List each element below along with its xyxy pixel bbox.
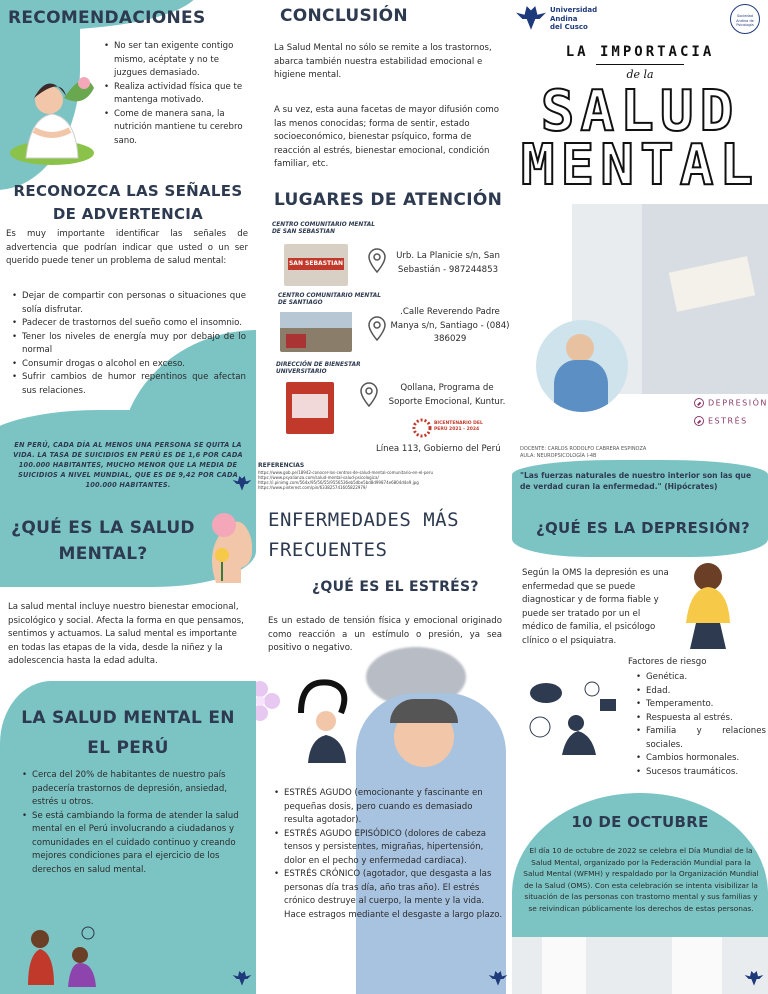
- reference-link[interactable]: https://www.pinterest.com/pin/633825741605822979/: [258, 485, 367, 490]
- warning-signs-list: [10, 290, 246, 398]
- references-list: [258, 470, 510, 490]
- uac-condor-logo-icon: [516, 6, 546, 32]
- list-item: • Come de manera sana, la nutrición mantiene tu cerebro sano.: [102, 108, 252, 149]
- tag-label: ESTRÉS: [708, 416, 748, 426]
- therapy-session-illustration: [18, 925, 108, 989]
- depression-text: Según la OMS la depresión es una enfermedad que se puede diagnosticar y de forma fiable y puede ser tratado por un el médico de familia, el psicólogo clínico o el psiquiatra.: [522, 568, 669, 646]
- peru-title: LA SALUD MENTAL EN EL PERÚ: [21, 708, 235, 758]
- october-text: El día 10 de octubre de 2022 se celebra el Día Mundial de la Salud Mental, organizado por la Federación Mundial para la Salud Mental (WFMH) y respaldado por la Organización Mundial de la Salud (OMS). Con esta celebración se intenta visibilizar la situación de las personas con trastorno mental y sus familias y se reivindican públicamente los derechos de estas personas.: [523, 846, 759, 913]
- list-item: • Cerca del 20% de habitantes de nuestro país padecería trastornos de depresión, ansiedad, estrés u otros.: [20, 769, 246, 810]
- suicide-fact: EN PERÚ, CADA DÍA AL MENOS UNA PERSONA SE QUITA LA VIDA. LA TASA DE SUICIDIOS EN PERÚ ES DE 1,6 POR CADA 100.000 HABITANTES, MUCHO MENOR QUE LA MEDIA DE SUICIDIOS A NIVEL MUNDIAL, QUE ES DE 9,42 POR CADA 100.000 HABITANTES.: [13, 441, 243, 489]
- uac-condor-icon: [232, 476, 252, 492]
- list-item: • Genética.: [634, 671, 766, 685]
- cover-title-mental: MENTAL: [520, 133, 760, 198]
- place-address: Qollana, Programa de Soporte Emocional, Kuntur.: [388, 383, 506, 407]
- san-sebastian-photo: [284, 244, 348, 286]
- reference-link[interactable]: https://www.gob.pe/18942-conocer-los-centros-de-salud-mental-comunitario-en-el-peru: [258, 470, 434, 475]
- depression-title: ¿QUÉ ES LA DEPRESIÓN?: [536, 519, 750, 537]
- cover-title-salud: SALUD: [540, 79, 740, 144]
- flower-icon: [256, 679, 282, 723]
- list-item: • Temperamento.: [634, 698, 766, 712]
- tag-stress: [694, 416, 748, 426]
- tag-label: DEPRESIÓN: [708, 398, 768, 408]
- stress-types-list: [272, 787, 504, 922]
- stress-text: Es un estado de tensión física y emocional originado como reacción a un estímulo o presión, ya sea positivo o negativo.: [268, 616, 502, 653]
- list-item: • Realiza actividad física que te mantenga motivado.: [102, 81, 252, 108]
- place-name: CENTRO COMUNITARIO MENTAL DE SAN SEBASTIAN: [272, 222, 375, 235]
- diseases-title: ENFERMEDADES MÁS FRECUENTES: [268, 509, 460, 561]
- risk-factors-title: Factores de riesgo: [628, 657, 707, 667]
- places-title: LUGARES DE ATENCIÓN: [274, 190, 503, 210]
- location-pin-icon: [368, 248, 386, 274]
- list-item: • Padecer de trastornos del sueño como el insomnio.: [10, 317, 246, 331]
- list-item: • Tener los niveles de energía muy por debajo de lo normal: [10, 331, 246, 358]
- place-name: DIRECCIÓN DE BIENESTAR UNIVERSITARIO: [276, 362, 361, 375]
- reference-link[interactable]: https://www.psyalianza.com/salud-mental-salud-psicologica/: [258, 475, 379, 480]
- list-item: • Se está cambiando la forma de atender la salud mental en el Perú involucrando a ciudadanos y comunidades en el cuidado continuo y creando mejores condiciones para el ejercicio de los derechos en salud mental.: [20, 810, 246, 878]
- list-item: • No ser tan exigente contigo mismo, acéptate y no te juzgues demasiado.: [102, 40, 252, 81]
- bicentenario-logo-icon: [412, 418, 432, 438]
- recommendations-list: [102, 40, 252, 148]
- sad-woman-illustration: [676, 553, 740, 653]
- bicentenario-text: BICENTENARIO DEL PERÚ 2021 - 2024: [434, 421, 483, 432]
- santiago-photo: [280, 312, 352, 352]
- doctors-photo: [512, 937, 768, 994]
- conclusion-text-1: La Salud Mental no sólo se remite a los trastornos, abarca también nuestra estabilidad emocional e higiene mental.: [274, 43, 492, 80]
- society-seal-logo: Sociedad Andina de Psicología: [730, 4, 760, 34]
- university-line: del Cusco: [550, 23, 588, 31]
- university-name: [550, 6, 597, 32]
- bienestar-photo: [286, 382, 334, 434]
- list-item: • ESTRÉS AGUDO (emocionante y fascinante en pequeñas dosis, pero cuando es demasiado resulta agotador).: [272, 787, 504, 828]
- university-line: Universidad: [550, 6, 598, 14]
- peru-list: [20, 769, 246, 877]
- panel-cover: [512, 0, 768, 497]
- list-item: • Cambios hormonales.: [634, 752, 766, 766]
- cover-subtitle: LA IMPORTACIA: [565, 44, 715, 60]
- references-title: REFERENCIAS: [258, 462, 305, 469]
- panel-recommendations: [0, 0, 256, 497]
- list-item: • Dejar de compartir con personas o situaciones que solía disfrutar.: [10, 290, 246, 317]
- tag-depression: [694, 398, 768, 408]
- therapist-circle-photo: [536, 320, 628, 412]
- teacher-name: DOCENTE: CARLOS RODOLFO CABRERA ESPINOZA: [520, 446, 647, 452]
- panel-diseases: [256, 497, 512, 994]
- warning-signs-intro: Es muy importante identificar las señales de advertencia que podrían indicar que usted o un ser querido puede tener un problema de salud mental:: [6, 229, 248, 266]
- photo-sign: SAN SEBASTIAN: [288, 258, 344, 270]
- uac-condor-icon: [744, 971, 764, 987]
- list-item: • Respuesta al estrés.: [634, 712, 766, 726]
- place-address: .Calle Reverendo Padre Manya s/n, Santiago - (084) 386029: [390, 307, 510, 344]
- list-item: • ESTRÉS AGUDO EPISÓDICO (dolores de cabeza tensos y persistentes, migrañas, hipertensión, dolor en el pecho y enfermedad cardiaca).: [272, 828, 504, 869]
- recommendations-title: RECOMENDACIONES: [8, 8, 206, 28]
- head-flower-illustration: [196, 503, 252, 585]
- divider: [596, 64, 684, 65]
- uac-condor-icon: [488, 971, 508, 987]
- place-name: CENTRO COMUNITARIO MENTAL DE SANTIAGO: [278, 293, 381, 306]
- october-title: 10 DE OCTUBRE: [571, 813, 709, 831]
- list-item: • ESTRÉS CRÓNICO (agotador, que desgasta a las personas día tras día, año tras año). El estrés crónico destruye al cuerpo, la mente y la vida. Hace estragos mediante el desgaste a largo plazo.: [272, 868, 504, 922]
- what-is-title: ¿QUÉ ES LA SALUD MENTAL?: [11, 518, 195, 564]
- depressed-person-illustration: [522, 675, 622, 757]
- check-circle-icon: [694, 416, 704, 426]
- list-item: • Sucesos traumáticos.: [634, 766, 766, 780]
- course-info: [520, 446, 646, 460]
- conclusion-title: CONCLUSIÓN: [280, 6, 408, 26]
- reference-link[interactable]: https://i.pinimg.com/564x/95/56/55/9556536eb5dbe5bd8d99874e6804d4e9.jpg: [258, 480, 419, 485]
- risk-factors-list: [634, 671, 766, 779]
- check-circle-icon: [694, 398, 704, 408]
- list-item: • Sufrir cambios de humor repentinos que afectan sus relaciones.: [10, 371, 246, 398]
- list-item: • Consumir drogas o alcohol en exceso.: [10, 358, 246, 372]
- uac-condor-icon: [232, 971, 252, 987]
- list-item: • Familia y relaciones sociales.: [634, 725, 766, 752]
- panel-what-is-mental-health: [0, 497, 256, 994]
- woman-hug-illustration: [4, 58, 100, 168]
- panel-conclusion: [256, 0, 512, 497]
- place-address: Urb. La Planicie s/n, San Sebastián - 987244853: [396, 251, 500, 275]
- location-pin-icon: [368, 316, 386, 342]
- stress-title: ¿QUÉ ES EL ESTRÉS?: [312, 579, 479, 595]
- hippocrates-quote: "Las fuerzas naturales de nuestro interior son las que de verdad curan la enfermedad." (Hipócrates): [520, 471, 752, 491]
- helpline: Línea 113, Gobierno del Perú: [376, 444, 501, 454]
- warning-signs-title: RECONOZCA LAS SEÑALES DE ADVERTENCIA: [13, 182, 243, 223]
- cover-connector: de la: [626, 68, 654, 81]
- panel-depression: [512, 497, 768, 994]
- what-is-text: La salud mental incluye nuestro bienestar emocional, psicológico y social. Afecta la forma en que pensamos, sentimos y actuamos. La salud mental es importante en todas las etapas de la vida, desde la niñez y la adolescencia hasta la edad adulta.: [8, 602, 244, 666]
- location-pin-icon: [360, 382, 378, 408]
- stressed-person-illustration: [286, 673, 356, 763]
- conclusion-text-2: A su vez, esta auna facetas de mayor difusión como las menos conocidas; forma de sentir, estado socioeconómico, bienestar psíquico, forma de reacción al estrés, bienestar emocional, condición familiar, etc.: [274, 105, 499, 169]
- list-item: • Edad.: [634, 685, 766, 699]
- university-line: Andina: [550, 14, 578, 23]
- course-name: AULA: NEUROPSICOLOGÍA I-4B: [520, 453, 597, 459]
